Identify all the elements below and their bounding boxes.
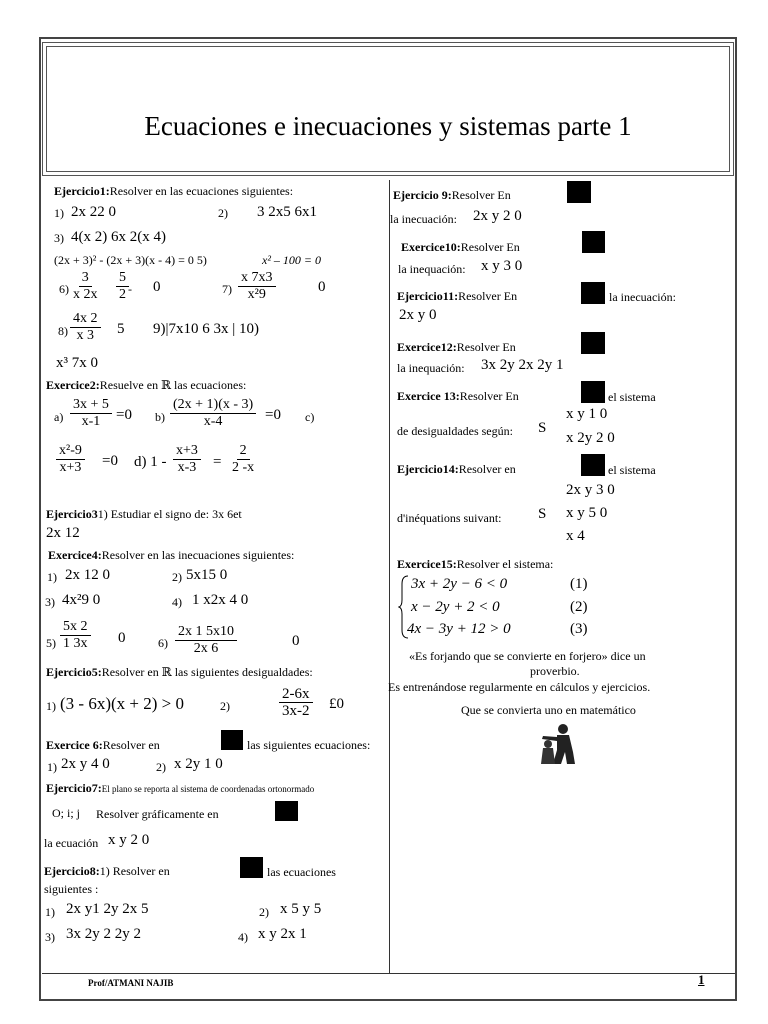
ej6-item: x 2y 1 0 — [174, 756, 223, 772]
fraction: $\frac{3x + 5}{x-1}$ — [70, 397, 112, 430]
ej6-heading: Exercice 6:Resolver en — [46, 738, 160, 752]
ej8-item: 2x y1 2y 2x 5 — [66, 901, 149, 917]
ej2-rhs: =0 — [102, 453, 118, 469]
ej2-label: c) — [305, 410, 315, 424]
ej4-item-num: 4) — [172, 595, 182, 609]
ej3-expr: 2x 12 — [46, 525, 80, 541]
ej12-eq: 3x 2y 2x 2y 1 — [481, 357, 564, 373]
ej7-basis: O; i; j — [52, 806, 81, 820]
ej4-rhs: 0 — [292, 633, 300, 649]
ej6-text: las siguientes ecuaciones: — [247, 738, 371, 752]
page-title: Ecuaciones e inecuaciones y sistemas parte 1 — [144, 111, 632, 141]
ej4-item-num: 1) — [47, 570, 57, 584]
system-line: x 4 — [566, 528, 585, 544]
quote-line: «Es forjando que se convierte en forjero» dice un — [409, 649, 646, 663]
ej7-eq: x y 2 0 — [108, 832, 150, 848]
real-numbers-square-icon — [581, 282, 605, 304]
real-numbers-square-icon — [581, 332, 605, 354]
fraction: $\frac{x 7x3}{\text{x²9}}$ — [238, 270, 276, 303]
ej4-item: 5x15 0 — [186, 567, 228, 583]
ej6-item-num: 2) — [156, 760, 166, 774]
ej4-item: 1 x2x 4 0 — [192, 592, 249, 608]
system-line: x y 1 0 — [566, 406, 608, 422]
fraction: $\frac{x+3}{x-3}$ — [173, 443, 201, 476]
ej10-text: la inequación: — [398, 262, 466, 276]
system-line: 4x − 3y + 12 > 0 — [407, 621, 511, 637]
ej4-item-num: 3) — [45, 595, 55, 609]
system-line: x 2y 2 0 — [566, 430, 615, 446]
ej12-heading: Exercice12:Resolver En — [397, 340, 516, 354]
page-number: 1 — [698, 972, 705, 987]
real-numbers-square-icon — [275, 801, 298, 821]
ej14-text: d'inéquations suivant: — [397, 511, 502, 525]
ej2-label: d) 1 - — [134, 454, 167, 470]
ej5-item-num: 1) — [46, 699, 56, 713]
system-label: S — [538, 506, 547, 522]
ej2-eq: = — [213, 454, 222, 470]
ej6-item: 2x y 4 0 — [61, 756, 110, 772]
ej5-item-num: 2) — [220, 699, 230, 713]
ej1-rhs: 5 — [117, 321, 125, 337]
ej7-text: la ecuación — [44, 836, 99, 850]
real-numbers-square-icon — [221, 730, 243, 750]
system-line: 3x + 2y − 6 < 0 — [411, 576, 508, 592]
ej2-label: a) — [54, 410, 64, 424]
ej8-item-num: 4) — [238, 930, 248, 944]
ej8-item-num: 3) — [45, 930, 55, 944]
author-footer: Prof/ATMANI NAJIB — [88, 978, 174, 988]
ej13-heading: Exercice 13:Resolver En — [397, 389, 519, 403]
fraction: $\frac{2-6x}{3x-2}$ — [279, 686, 313, 719]
ej11-heading: Ejercicio11:Resolver En — [397, 289, 518, 303]
ej9-text: la inecuación: — [390, 212, 457, 226]
footer-divider — [42, 973, 735, 974]
ej4-item-num: 5) — [46, 636, 56, 650]
ej1-item: x² – 100 = 0 — [262, 253, 322, 267]
ej13-text: el sistema — [608, 390, 656, 404]
ej2-heading: Exercice2:Resuelve en ℝ las ecuaciones: — [46, 378, 247, 392]
ej1-item: 9)|7x10 6 3x | 10) — [153, 321, 259, 337]
ej1-item-num: 7) — [222, 282, 232, 296]
ej10-heading: Exercice10:Resolver En — [401, 240, 520, 254]
ej8-text: siguientes : — [44, 882, 99, 896]
ej9-heading: Ejercicio 9:Resolver En — [393, 188, 511, 202]
equation-number: (3) — [570, 621, 588, 637]
ej9-eq: 2x y 2 0 — [473, 208, 522, 224]
real-numbers-square-icon — [582, 231, 605, 253]
ej14-text: el sistema — [608, 463, 656, 477]
fraction: $\frac{\text{x²-9}}{x+3}$ — [56, 443, 85, 476]
ej8-text: las ecuaciones — [267, 865, 336, 879]
ej1-item-num: 8) — [58, 324, 68, 338]
ej2-rhs: =0 — [265, 407, 281, 423]
ej1-item: 2x 22 0 — [71, 204, 116, 220]
ej4-rhs: 0 — [118, 630, 126, 646]
ej8-item: x 5 y 5 — [280, 901, 322, 917]
system-line: 2x y 3 0 — [566, 482, 615, 498]
ej8-item: x y 2x 1 — [258, 926, 307, 942]
ej1-item: 4(x 2) 6x 2(x 4) — [71, 229, 166, 245]
ej11-text: la inecuación: — [609, 290, 676, 304]
ej7-heading: Ejercicio7:El plano se reporta al sistema de coordenadas ortonormado — [46, 781, 315, 795]
quote-line: proverbio. — [530, 664, 580, 678]
fraction: $\frac{5}{2}$ — [116, 270, 129, 303]
ej11-eq: 2x y 0 — [399, 307, 437, 323]
ej1-rhs: 0 — [153, 279, 161, 295]
equation-number: (1) — [570, 576, 588, 592]
equation-number: (2) — [570, 599, 588, 615]
ej1-operator: - — [128, 282, 132, 296]
ej2-label: b) — [155, 410, 165, 424]
ej1-item-num: 2) — [218, 206, 228, 220]
fraction: $\frac{5x 2}{1 3x}$ — [60, 619, 91, 652]
fraction: $\frac{2}{2 -x}$ — [232, 443, 255, 475]
real-numbers-square-icon — [240, 857, 263, 878]
ej8-heading: Ejercicio8:1) Resolver en — [44, 864, 170, 878]
ej8-item: 3x 2y 2 2y 2 — [66, 926, 141, 942]
fraction: $\frac{(2x + 1)(x - 3)}{x-4}$ — [170, 397, 256, 430]
real-numbers-square-icon — [581, 381, 605, 403]
ej1-heading: Ejercicio1:Resolver en las ecuaciones siguientes: — [54, 184, 294, 198]
ej1-item: 3 2x5 6x1 — [257, 204, 317, 220]
quote-line: Es entrenándose regularmente en cálculos y ejercicios. — [388, 680, 651, 694]
ej1-item-num: 6) — [59, 282, 69, 296]
ej1-item: x³ 7x 0 — [56, 355, 98, 371]
ej1-item-num: 1) — [54, 206, 64, 220]
ej1-item: (2x + 3)² - (2x + 3)(x - 4) = 0 5) — [54, 253, 207, 267]
ej5-item: (3 - 6x)(x + 2) > 0 — [60, 694, 184, 713]
column-divider — [389, 180, 390, 973]
ej2-rhs: =0 — [116, 407, 132, 423]
ej6-item-num: 1) — [47, 760, 57, 774]
ej7-text: Resolver gráficamente en — [96, 807, 219, 821]
ej14-heading: Ejercicio14:Resolver en — [397, 462, 516, 476]
ej4-item: 4x²9 0 — [62, 592, 101, 608]
ej8-item-num: 1) — [45, 905, 55, 919]
system-line: x y 5 0 — [566, 505, 608, 521]
system-label: S — [538, 420, 547, 436]
ej5-heading: Ejercicio5:Resolver en ℝ las siguientes desigualdades: — [46, 665, 313, 679]
ej13-text: de desigualdades según: — [397, 424, 513, 438]
fraction: $\frac{3}{x 2x}$ — [73, 270, 98, 302]
ej4-item-num: 6) — [158, 636, 168, 650]
ej5-rhs: £0 — [329, 696, 344, 712]
ej3-heading: Ejercicio31) Estudiar el signo de: 3x 6et — [46, 507, 242, 521]
fraction: $\frac{4x 2}{x 3}$ — [70, 311, 101, 344]
system-line: x − 2y + 2 < 0 — [411, 599, 500, 615]
ej4-heading: Exercice4:Resolver en las inecuaciones siguientes: — [48, 548, 295, 562]
ej1-item-num: 3) — [54, 231, 64, 245]
fraction: $\frac{2x 1 5x10}{2x 6}$ — [175, 624, 237, 657]
ej15-heading: Exercice15:Resolver el sistema: — [397, 557, 554, 571]
ej8-item-num: 2) — [259, 905, 269, 919]
ej1-rhs: 0 — [318, 279, 326, 295]
real-numbers-square-icon — [581, 454, 605, 476]
ej4-item: 2x 12 0 — [65, 567, 110, 583]
ej4-item-num: 2) — [172, 570, 182, 584]
title-box — [42, 42, 734, 176]
ej10-eq: x y 3 0 — [481, 258, 523, 274]
quote-line: Que se convierta uno en matemático — [461, 703, 636, 717]
teacher-student-illustration — [533, 722, 579, 764]
ej12-text: la inequación: — [397, 361, 465, 375]
real-numbers-square-icon — [567, 181, 591, 203]
